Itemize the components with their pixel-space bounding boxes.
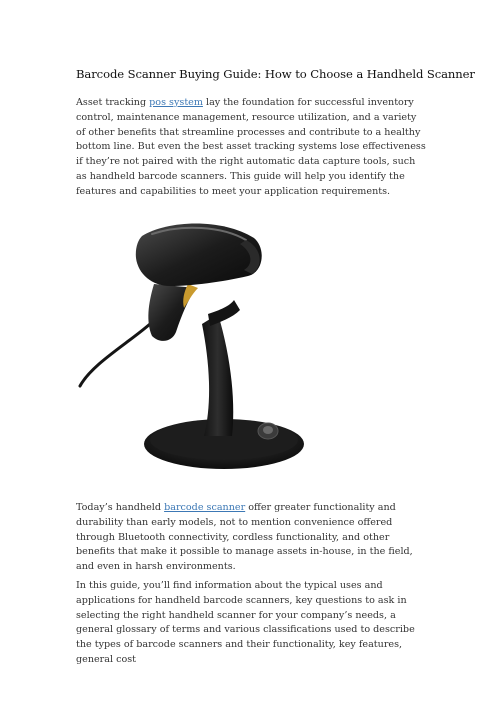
barcode-scanner-link[interactable]: barcode scanner: [164, 502, 246, 513]
barcode-scanner-image: [72, 214, 306, 476]
intro-paragraph: [76, 96, 428, 200]
features-paragraph: [76, 501, 428, 575]
guide-overview-paragraph: In this guide, you’ll find information about the typical uses and applications for handheld barcode scanners, key questions to ask in selecting the right handheld scanner for your company’s needs, a general glossary of terms and various classifications used to describe the types of barcode scanners and their functionality, key features, general cost: [76, 580, 415, 665]
document-title: Barcode Scanner Buying Guide: How to Choose a Handheld Scanner: [76, 67, 475, 81]
intro-text-before: Asset tracking: [76, 97, 150, 108]
intro-text-after: lay the foundation for successful inventory control, maintenance management, resource utilization, and a variety of other benefits that streamline processes and contribute to a healthy bottom line. But even the best asset tracking systems lose effectiveness if they’re not paired with the right automatic data capture tools, such as handheld barcode scanners. This guide will help you identify the features and capabilities to meet your application requirements.: [76, 97, 426, 197]
pos-system-link[interactable]: pos system: [149, 97, 203, 108]
barcode-scanner-illustration: [72, 214, 306, 476]
features-text-before: Today’s handheld: [76, 502, 165, 513]
features-text-after: offer greater functionality and durability than early models, not to mention convenience offered through Bluetooth connectivity, cordless functionality, and other benefits that make it possible to manage assets in-house, in the field, and even in harsh environments.: [76, 502, 413, 573]
